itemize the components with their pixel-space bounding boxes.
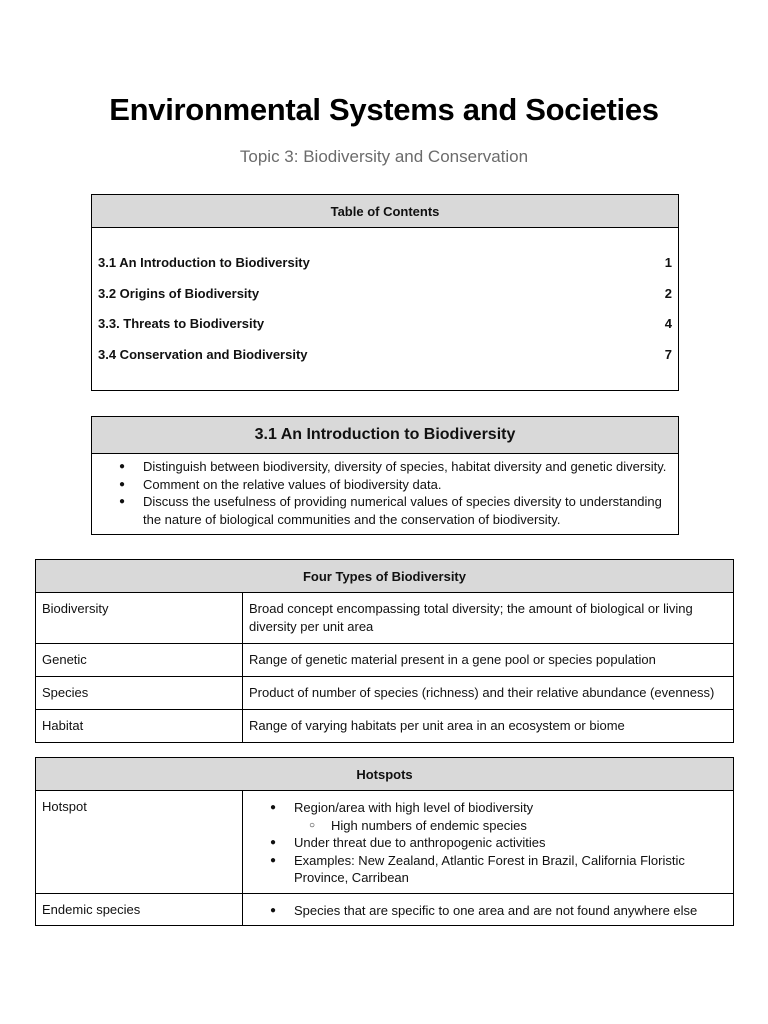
section-3-1-box [91,416,679,535]
hotspots-table [35,757,734,926]
definition-cell: Range of genetic material present in a gene pool or species population [243,644,734,677]
toc-entry-label: 3.2 Origins of Biodiversity [98,285,260,301]
toc-entry[interactable] [98,309,672,340]
term-cell: Habitat [36,710,243,743]
table-heading: Hotspots [36,758,734,791]
learning-objectives [92,454,679,535]
toc-entry[interactable] [98,340,672,371]
table-heading: Four Types of Biodiversity [36,560,734,593]
section-heading: 3.1 An Introduction to Biodiversity [92,417,679,454]
bullet-item: ● Examples: New Zealand, Atlantic Forest in Brazil, California Floristic Province, Carribean [263,852,727,887]
objective-item: ● Discuss the usefulness of providing numerical values of species diversity to understanding the nature of biological communities and the conservation of biodiversity. [112,493,670,528]
term-cell: Hotspot [36,791,243,894]
definition-cell: Range of varying habitats per unit area in an ecosystem or biome [243,710,734,743]
bullet-item: ● Region/area with high level of biodiversity [263,799,727,817]
table-row [36,710,734,743]
biodiversity-types-table [35,559,734,743]
term-cell: Biodiversity [36,593,243,644]
toc-entry-page: 7 [664,346,672,362]
toc-heading: Table of Contents [92,195,679,228]
toc-entry-label: 3.4 Conservation and Biodiversity [98,346,308,362]
toc-body [92,228,679,391]
table-row [36,893,734,926]
toc-entry[interactable] [98,248,672,279]
toc-entry[interactable] [98,279,672,310]
term-cell: Genetic [36,644,243,677]
table-of-contents [91,194,679,391]
toc-entry-page: 4 [664,316,672,332]
objective-item: ● Comment on the relative values of biodiversity data. [112,476,670,494]
definition-cell [243,791,734,894]
toc-entry-page: 1 [664,255,672,270]
definition-cell: Broad concept encompassing total diversity; the amount of biological or living diversity per unit area [243,593,734,644]
toc-entry-label: 3.3. Threats to Biodiversity [98,316,265,332]
toc-entry-page: 2 [664,285,672,301]
term-cell: Species [36,677,243,710]
document-title: Environmental Systems and Societies [109,92,659,127]
bullet-item: ● Under threat due to anthropogenic activities [263,834,727,852]
sub-bullet-item: ○ High numbers of endemic species [263,817,727,835]
table-row [36,593,734,644]
definition-cell: Product of number of species (richness) and their relative abundance (evenness) [243,677,734,710]
definition-cell [243,893,734,926]
table-row [36,791,734,894]
document-subtitle: Topic 3: Biodiversity and Conservation [239,147,529,166]
bullet-item: ● Species that are specific to one area and are not found anywhere else [263,902,727,920]
objective-item: ● Distinguish between biodiversity, diversity of species, habitat diversity and genetic diversity. [112,458,670,476]
term-cell: Endemic species [36,893,243,926]
table-row [36,644,734,677]
toc-entry-label: 3.1 An Introduction to Biodiversity [98,255,310,270]
table-row [36,677,734,710]
